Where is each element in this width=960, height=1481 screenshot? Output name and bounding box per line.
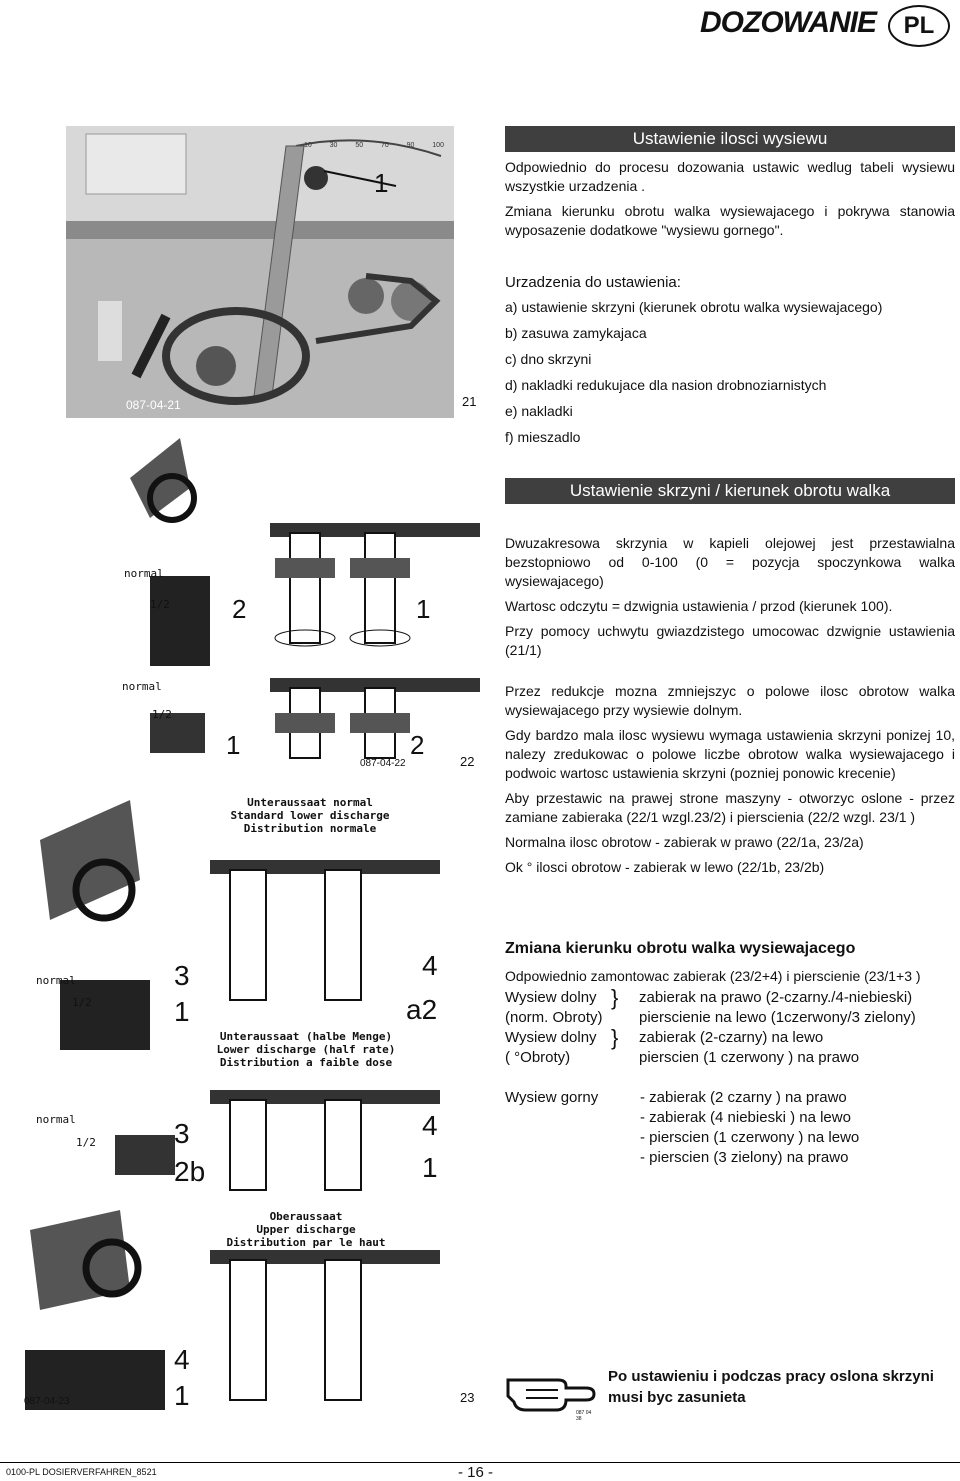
page-number: - 16 - (458, 1464, 494, 1481)
table-row (505, 1088, 955, 1168)
list-item: a) ustawienie skrzyni (kierunek obrotu walka wysiewajacego) (505, 299, 883, 315)
caption-block (210, 796, 410, 835)
paragraph: Przy pomocy uchwytu gwiazdzistego umocowac dzwignie ustawienia (21/1) (505, 623, 955, 658)
label-left: 2b (174, 1156, 206, 1187)
label-half: 1/2 (152, 708, 172, 721)
label-left: 1 (226, 730, 241, 760)
scale-tick: 100 (432, 142, 444, 149)
footer-divider (0, 1462, 960, 1463)
label-half: 1/2 (76, 1136, 96, 1149)
section3-intro: Odpowiednio zamontowac zabierak (23/2+4) i pierscienie (23/1+3 ) (505, 968, 921, 984)
paragraph: Normalna ilosc obrotow - zabierak w prawo (22/1a, 23/2a) (505, 834, 864, 850)
list-item: - pierscien (3 zielony) na prawo (640, 1149, 849, 1166)
section3-table (505, 985, 955, 1068)
label-left: 3 (174, 1118, 190, 1149)
row-left: Wysiew dolny (505, 1029, 597, 1046)
row-right: pierscienie na lewo (1czerwony/3 zielony) (639, 1009, 916, 1026)
list-item: e) nakladki (505, 403, 573, 419)
label-right: 1 (422, 1152, 438, 1183)
row-left: (norm. Obroty) (505, 1009, 603, 1026)
section3-heading: Zmiana kierunku obrotu walka wysiewajacego (505, 940, 856, 957)
label-left: 1 (174, 1380, 190, 1411)
label-right: 1 (416, 594, 431, 624)
section-title-bar: Ustawienie ilosci wysiewu (505, 126, 955, 152)
label-half: 1/2 (72, 996, 92, 1009)
label-normal: normal (122, 680, 162, 693)
figure-code: 087-04-21 (126, 398, 181, 412)
list-item: - pierscien (1 czerwony ) na lewo (640, 1129, 860, 1146)
caption-line: Standard lower discharge (230, 809, 390, 822)
label-normal: normal (36, 974, 76, 987)
figure-code: 087-04-23 (24, 1396, 70, 1407)
label-left: 3 (174, 960, 190, 991)
scale-tick: 50 (355, 142, 364, 149)
machine-photo-drawing (66, 126, 454, 418)
label-left: 1 (174, 996, 190, 1027)
list-item: - zabierak (2 czarny ) na prawo (640, 1089, 847, 1106)
row-right: zabierak na prawo (2-czarny./4-niebieski) (639, 989, 913, 1006)
table-row (505, 1025, 955, 1050)
table-row (505, 1008, 955, 1028)
label-right: 4 (422, 950, 438, 981)
caption-line: Distribution normale (243, 822, 377, 835)
label-left: 2 (232, 594, 247, 624)
brace: } (611, 1025, 619, 1050)
scale-tick: 10 (304, 142, 312, 149)
row-left: Wysiew dolny (505, 989, 597, 1006)
caption-line: Upper discharge (256, 1223, 356, 1236)
list-item: - zabierak (4 niebieski ) na lewo (640, 1109, 851, 1126)
label-normal: normal (36, 1113, 76, 1126)
scale-tick: 90 (406, 142, 415, 149)
section1-text (505, 158, 955, 246)
paragraph: Dwuzakresowa skrzynia w kapieli olejowej jest przestawialna bezstopniowo od 0-100 (0 = pozycja spoczynkowa walka wysiewajacego) (505, 535, 955, 589)
label-right: 4 (422, 1110, 438, 1141)
section2-text (505, 534, 955, 883)
paragraph: Aby przestawic na prawej strone maszyny - otworzyc oslone - przez zamiane zabieraka (22/1 wzgl.23/2) i pierscienia (22/2 wzgl. 23/1 ) (505, 790, 955, 825)
row-right: pierscien (1 czerwony ) na prawo (639, 1049, 860, 1066)
caption-line: Oberaussaat (269, 1210, 343, 1223)
warning-text: Po ustawieniu i podczas pracy oslona skrzyni musi byc zasunieta (608, 1368, 934, 1406)
warning-code: 087 04 38 (576, 1410, 592, 1422)
caption-line: Lower discharge (half rate) (216, 1043, 396, 1056)
paragraph: Wartosc odczytu = dzwignia ustawienia / przod (kierunek 100). (505, 598, 893, 614)
brace (611, 1048, 639, 1068)
figure-code: 087-04-22 (360, 758, 406, 769)
row-left: Wysiew gorny (505, 1089, 599, 1106)
figure-number: 22 (460, 754, 475, 769)
caption-line: Unteraussaat (halbe Menge) (219, 1030, 393, 1043)
language-badge: PL (888, 5, 950, 47)
caption-line: Distribution a faible dose (219, 1056, 393, 1069)
label-right: 2 (410, 730, 425, 760)
caption-block (196, 1210, 416, 1249)
upper-discharge-block (505, 1088, 955, 1168)
caption-line: Unteraussaat normal (247, 796, 373, 809)
paragraph: Przez redukcje mozna zmniejszyc o polowe ilosc obrotow walka wysiewajacego przy wysiewie dolnym. (505, 683, 955, 718)
row-right: zabierak (2-czarny) na lewo (639, 1029, 824, 1046)
figure-21-photo (66, 126, 477, 418)
scale-tick: 30 (329, 142, 338, 149)
figure-number: 23 (460, 1390, 475, 1405)
paragraph: Odpowiednio do procesu dozowania ustawic wedlug tabeli wysiewu wszystkie urzadzenia . (505, 159, 955, 194)
angle-scale (304, 142, 444, 149)
list-item: c) dno skrzyni (505, 351, 592, 367)
scale-tick: 70 (380, 142, 389, 149)
footer-left: 0100-PL DOSIERVERFAHREN_8521 (6, 1467, 157, 1477)
paragraph: Ok ° ilosci obrotow - zabierak w lewo (22/1b, 23/2b) (505, 859, 825, 875)
list-item: b) zasuwa zamykajaca (505, 325, 647, 341)
figure-23-diagram (20, 790, 490, 1420)
label-right: a2 (406, 994, 438, 1025)
caption-block (196, 1030, 416, 1069)
paragraph: Gdy bardzo mala ilosc wysiewu wymaga ustawienia skrzyni ponizej 10, nalezy zredukowac o polowe liczbe obrotow walka wysiewajacego i podwoic wartosc ustawienia skrzyni (pozniej ponowic krecenie) (505, 727, 955, 781)
page-header-title: DOZOWANIE (700, 6, 876, 39)
label-half: 1/2 (150, 598, 170, 611)
row-left: ( °Obroty) (505, 1049, 571, 1066)
list-item: d) nakladki redukujace dla nasion drobnoziarnistych (505, 377, 827, 393)
warning-hand-icon (506, 1366, 598, 1422)
label-left: 4 (174, 1344, 190, 1375)
figure-22-diagram (110, 428, 490, 778)
upper-items (640, 1088, 859, 1168)
table-row (505, 985, 955, 1010)
table-row (505, 1048, 955, 1068)
devices-heading: Urzadzenia do ustawienia: (505, 274, 681, 291)
caption-line: Distribution par le haut (226, 1236, 386, 1249)
section-title-bar: Ustawienie skrzyni / kierunek obrotu walka (505, 478, 955, 504)
paragraph: Zmiana kierunku obrotu walka wysiewajacego i pokrywa stanowia wyposazenie dodatkowe "wysiewu gornego". (505, 203, 955, 238)
brace: } (611, 985, 619, 1010)
callout-number: 1 (374, 168, 389, 198)
list-item: f) mieszadlo (505, 429, 581, 445)
devices-block (505, 274, 955, 455)
figure-number: 21 (462, 394, 477, 409)
label-normal: normal (124, 567, 164, 580)
